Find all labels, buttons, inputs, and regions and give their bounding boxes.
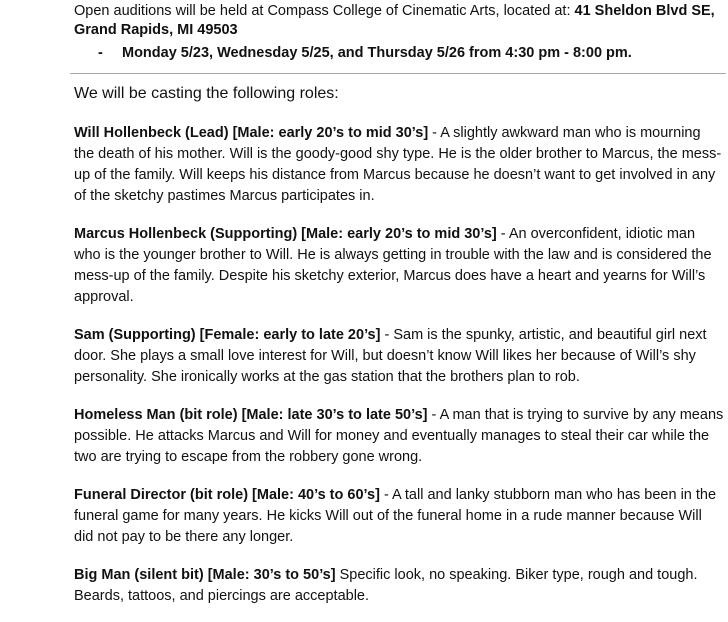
- role-description: - A tall and lanky stubborn man who has been in the funeral game for many years. He kicks Will out of the funeral home in a rude manner because Will did not pay to be there any longer.: [74, 487, 717, 545]
- role-description: - A slightly awkward man who is mourning the death of his mother. Will is the goody-good shy type. He is the older brother to Marcus, the mess-up of the family. Will keeps his distance from Marcus because he doesn’t want to get involved in any of the sketchy pastimes Marcus participates in.: [74, 125, 722, 204]
- audition-location-paragraph: [74, 2, 724, 40]
- location-address: 41 Sheldon Blvd SE, Grand Rapids, MI 49503: [74, 3, 715, 38]
- audition-dates-line: [74, 44, 724, 63]
- role-will-hollenbeck: [74, 123, 724, 207]
- role-big-man: [74, 565, 724, 607]
- audition-notice: [74, 0, 724, 622]
- location-intro-text: Open auditions will be held at Compass College of Cinematic Arts, located at:: [74, 3, 575, 19]
- role-title: Will Hollenbeck (Lead) [Male: early 20’s to mid 30’s]: [74, 125, 429, 141]
- audition-dates: Monday 5/23, Wednesday 5/25, and Thursday 5/26 from 4:30 pm - 8:00 pm.: [122, 45, 632, 61]
- roles-list: [74, 123, 724, 607]
- role-description: Specific look, no speaking. Biker type, rough and tough. Beards, tattoos, and piercings are acceptable.: [74, 567, 698, 604]
- horizontal-divider: [70, 73, 726, 74]
- casting-heading: We will be casting the following roles:: [74, 85, 339, 102]
- role-description: - Sam is the spunky, artistic, and beautiful girl next door. She plays a small love interest for Will, but doesn’t know Will likes her because of Will’s shy personality. She ironically works at the gas station that the brothers plan to rob.: [74, 327, 707, 385]
- role-title: Sam (Supporting) [Female: early to late 20’s]: [74, 327, 381, 343]
- role-title: Homeless Man (bit role) [Male: late 30’s to late 50’s]: [74, 407, 428, 423]
- role-title: Big Man (silent bit) [Male: 30’s to 50’s]: [74, 567, 336, 583]
- role-description: - An overconfident, idiotic man who is the younger brother to Will. He is always getting in trouble with the law and is considered the mess-up of the family. Despite his sketchy exterior, Marcus does have a heart and yearns for Will’s approval.: [74, 226, 712, 305]
- bullet-dash: -: [98, 45, 103, 61]
- role-description: - A man that is trying to survive by any means possible. He attacks Marcus and Will for money and eventually manages to steal their car while the two are trying to escape from the robbery gone wrong.: [74, 407, 724, 465]
- role-homeless-man: [74, 405, 724, 468]
- role-sam: [74, 325, 724, 388]
- role-title: Funeral Director (bit role) [Male: 40’s to 60’s]: [74, 487, 380, 503]
- role-funeral-director: [74, 485, 724, 548]
- role-marcus-hollenbeck: [74, 224, 724, 308]
- role-title: Marcus Hollenbeck (Supporting) [Male: early 20’s to mid 30’s]: [74, 226, 497, 242]
